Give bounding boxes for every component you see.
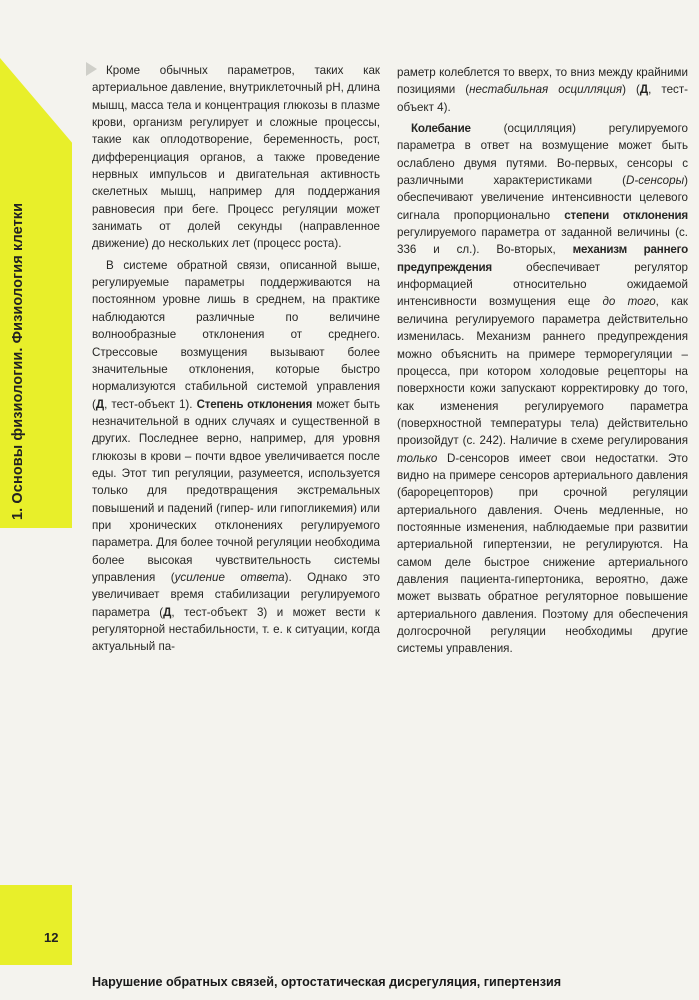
paragraph-oscillation-damping: Колебание (осцилляция) регулируемого параметра в ответ на возмущение может быть ослаблено двумя путями. Во-первых, сенсоры с различными характеристиками (D-сенсоры) обеспечивают увеличение интенсивности целевого сигнала пропорционально степени отклонения регулируемого параметра от заданной величины (с. 336 и сл.). Во-вторых, механизм раннего предупреждения обеспечивает регулятор информацией относительно ожидаемой интенсивности возмущения еще до того, как величина регулируемого параметра действительно изменилась. Механизм раннего предупреждения можно объяснить на примере терморегуляции – процесса, при котором холодовые рецепторы на поверхности кожи запускают корректировку до того, как изменения регулируемого параметра (поверхностной температуры тела) действительно произойдут (с. 242). Наличие в схеме регулирования только D-сенсоров имеет свои недостатки. Это видно на примере сенсоров артериального давления (барорецепторов) при срочной регуляции артериального давления. Очень медленные, но постоянные изменения, наблюдаемые при развитии артериальной гипертензии, не регулируются. На самом деле быстрое снижение артериального давления пациента-гипертоника, вероятно, даже может вызвать обратное регуляторное повышение артериального давления. Поэтому для обеспечения долгосрочной регуляции необходимы другие системы управления. xyxy=(397,122,689,656)
italic-response-gain: усиление ответа xyxy=(174,570,285,584)
italic-d-sensors: D-сенсоры xyxy=(626,174,685,188)
italic-before: до того xyxy=(602,295,656,309)
paragraph-unstable-oscillation: раметр колеблется то вверх, то вниз между крайними позициями (нестабильная осцилляция) (Д, тест-объект 4). xyxy=(397,66,689,114)
page-number-band xyxy=(0,885,72,965)
paragraph-feedback-system: В системе обратной связи, описанной выше, регулируемые параметры поддерживаются на постоянном уровне лишь в среднем, на практике наблюдаются различные по величине волнообразные отклонения от среднего. Стрессовые возмущения вызывают более значительные отклонения, которые быстро нормализуются стабильной системой управления (Д, тест-объект 1). Степень отклонения может быть незначительной в одних случаях и существенной в других. Последнее верно, например, для уровня глюкозы в крови – почти вдвое увеличивается после еды. Этот тип регуляции, разумеется, используется только для предотвращения экстремальных повышений и падений (гипер- или гипогликемия) или при хронических отклонениях регулируемого параметра. Для более точной регуляции необходима более высокая чувствительность системы управления (усиление ответа). Однако это увеличивает время стабилизации регулируемого параметра (Д, тест-объект 3) и может вести к регуляторной нестабильности, т. е. к ситуации, когда актуальный па- xyxy=(92,258,381,654)
page-number: 12 xyxy=(44,930,59,945)
term-deviation-degree: Степень отклонения xyxy=(196,397,313,411)
reference-letter: Д xyxy=(163,605,172,619)
page-footer-title: Нарушение обратных связей, ортостатическая дисрегуляция, гипертензия xyxy=(92,975,562,989)
term-deviation-degree: степени отклонения xyxy=(564,208,688,222)
term-early-warning: механизм раннего предупреждения xyxy=(397,243,688,274)
chapter-title: 1. Основы физиологии. Физиология клетки xyxy=(10,202,26,520)
paragraph-regulation-processes: Кроме обычных параметров, таких как артериальное давление, внутриклеточный pH, длина мышц, масса тела и концентрация глюкозы в плазме крови, организм регулирует и сложные процессы, такие как оплодотворение, беременность, рост, дифференциация органов, а также проведение нервных импульсов и двигательная активность скелетных мышц, например для поддержания равновесия при беге. Процесс регуляции может занимать от долей секунды (направленное движение) до нескольких лет (процесс роста). xyxy=(92,64,380,251)
italic-unstable-oscillation: нестабильная осцилляция xyxy=(469,83,623,97)
reference-letter: Д xyxy=(639,83,649,97)
left-column xyxy=(92,62,380,656)
reference-letter: Д xyxy=(95,397,105,411)
italic-only: только xyxy=(397,451,438,465)
term-oscillation: Колебание xyxy=(411,122,471,136)
right-column xyxy=(397,64,688,658)
